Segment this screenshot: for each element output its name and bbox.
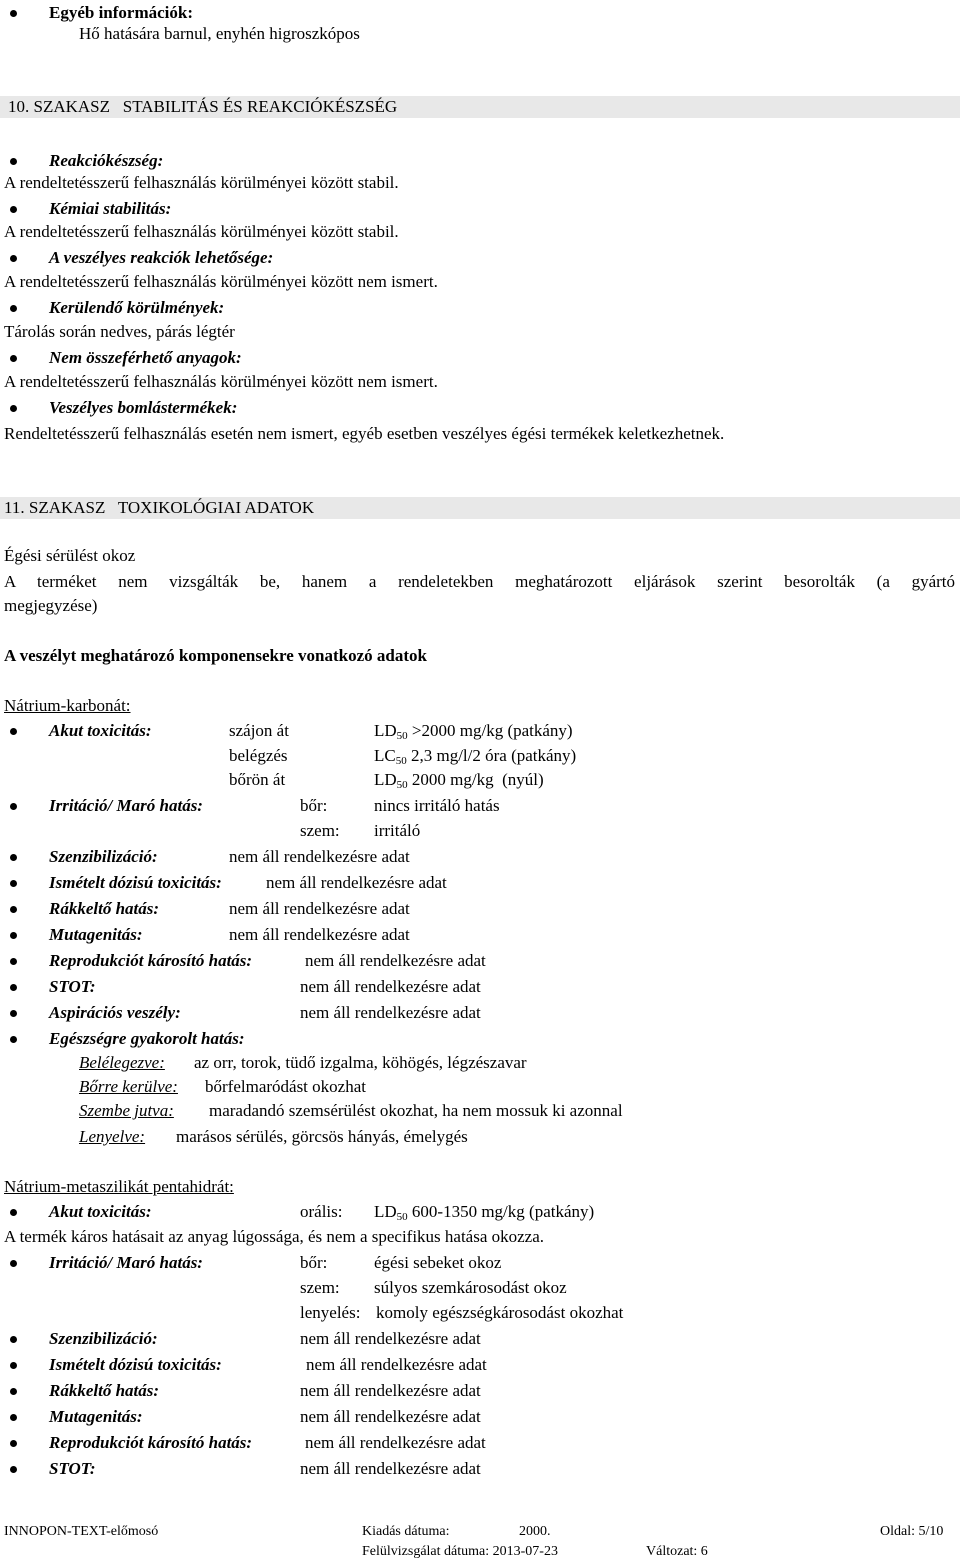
meta-row-value: nem áll rendelkezésre adat: [300, 1459, 481, 1478]
bullet: [10, 355, 17, 362]
bullet: [10, 958, 17, 965]
carb-acute-route: szájon át: [229, 721, 289, 740]
footer-product: INNOPON-TEXT-előmosó: [4, 1524, 159, 1539]
carb-row-label: Mutagenitás:: [49, 925, 143, 944]
section-11-title: 11. SZAKASZ TOXIKOLÓGIAI ADATOK: [4, 498, 315, 517]
carb-row-label: Aspirációs veszély:: [49, 1003, 181, 1022]
carb-irrit-value: nincs irritáló hatás: [374, 796, 500, 815]
meta-row-label: STOT:: [49, 1459, 96, 1478]
meta-note: A termék káros hatásait az anyag lúgossága, és nem a specifikus hatása okozza.: [4, 1227, 545, 1246]
meta-acute-route: orális:: [300, 1202, 343, 1221]
footer-review: Felülvizsgálat dátuma: 2013-07-23: [362, 1544, 558, 1559]
s10-label-hazardous-reactions: A veszélyes reakciók lehetősége:: [49, 248, 274, 267]
s10-text-incompatible: A rendeltetésszerű felhasználás körülményei között nem ismert.: [4, 372, 438, 391]
carb-health-value: maradandó szemsérülést okozhat, ha nem mossuk ki azonnal: [209, 1101, 623, 1120]
carb-health-value: az orr, torok, tüdő izgalma, köhögés, légzészavar: [194, 1053, 527, 1072]
meta-row-value: nem áll rendelkezésre adat: [300, 1407, 481, 1426]
footer-page: Oldal: 5/10: [880, 1524, 944, 1539]
carb-acute-route: bőrön át: [229, 770, 286, 789]
bullet: [10, 1362, 17, 1369]
carb-health-key: Bőrre kerülve:: [79, 1077, 178, 1096]
carb-row-value: nem áll rendelkezésre adat: [229, 899, 410, 918]
meta-irrit-value: égési sebeket okoz: [374, 1253, 502, 1272]
s11-intro-2b: megjegyzése): [4, 596, 98, 615]
misc-text: Hő hatására barnul, enyhén higroszkópos: [79, 24, 360, 43]
meta-row-label: Mutagenitás:: [49, 1407, 143, 1426]
s11-intro-1: Égési sérülést okoz: [4, 546, 136, 565]
carb-row-label: Rákkeltő hatás:: [49, 899, 160, 918]
carb-irrit-value: irritáló: [374, 821, 421, 840]
carb-health-key: Lenyelve:: [79, 1127, 146, 1146]
bullet: [10, 880, 17, 887]
bullet: [10, 1209, 17, 1216]
carb-acute-label: Akut toxicitás:: [49, 721, 152, 740]
carb-acute-route: belégzés: [229, 746, 288, 765]
bullet: [10, 1388, 17, 1395]
meta-row-label: Ismételt dózisú toxicitás:: [49, 1355, 222, 1374]
bullet: [10, 932, 17, 939]
meta-irrit-value: komoly egészségkárosodást okozhat: [376, 1303, 624, 1322]
bullet: [10, 255, 17, 262]
s10-text-reactivity: A rendeltetésszerű felhasználás körülményei között stabil.: [4, 173, 399, 192]
meta-acute-value: $LD_{50}$ 600-1350 mg/kg (patkány): [374, 1202, 595, 1223]
s10-text-hazardous-reactions: A rendeltetésszerű felhasználás körülményei között nem ismert.: [4, 272, 438, 291]
carb-irrit-key: bőr:: [300, 796, 328, 815]
bullet: [10, 906, 17, 913]
bullet: [10, 10, 17, 17]
carb-row-label: Ismételt dózisú toxicitás:: [49, 873, 222, 892]
footer-version: Változat: 6: [646, 1544, 708, 1559]
carb-row-value: nem áll rendelkezésre adat: [300, 977, 481, 996]
carb-row-label: STOT:: [49, 977, 96, 996]
bullet: [10, 803, 17, 810]
substance-name-carbonate: Nátrium-karbonát:: [4, 696, 131, 715]
bullet: [10, 854, 17, 861]
meta-row-label: Szenzibilizáció:: [49, 1329, 158, 1348]
meta-row-label: Rákkeltő hatás:: [49, 1381, 160, 1400]
meta-irrit-key: lenyelés:: [300, 1303, 361, 1322]
substance-name-metasilicate: Nátrium-metaszilikát pentahidrát:: [4, 1177, 234, 1196]
meta-acute-label: Akut toxicitás:: [49, 1202, 152, 1221]
meta-row-value: nem áll rendelkezésre adat: [306, 1355, 487, 1374]
bullet: [10, 1036, 17, 1043]
s11-intro-2a: A terméket nem vizsgálták be, hanem a rendeletekben meghatározott eljárások szerint besorolták (a gyártó: [4, 572, 955, 591]
carb-row-value: nem áll rendelkezésre adat: [305, 951, 486, 970]
bullet: [10, 728, 17, 735]
meta-irrit-label: Irritáció/ Maró hatás:: [49, 1253, 203, 1272]
carb-row-value: nem áll rendelkezésre adat: [229, 847, 410, 866]
bullet: [10, 1260, 17, 1267]
bullet: [10, 305, 17, 312]
bullet: [10, 1466, 17, 1473]
bullet: [10, 206, 17, 213]
meta-row-value: nem áll rendelkezésre adat: [300, 1381, 481, 1400]
carb-row-value: nem áll rendelkezésre adat: [229, 925, 410, 944]
bullet: [10, 158, 17, 165]
carb-row-value: nem áll rendelkezésre adat: [300, 1003, 481, 1022]
meta-row-value: nem áll rendelkezésre adat: [300, 1329, 481, 1348]
carb-health-key: Belélegezve:: [79, 1053, 165, 1072]
carb-irrit-label: Irritáció/ Maró hatás:: [49, 796, 203, 815]
carb-row-label: Szenzibilizáció:: [49, 847, 158, 866]
s10-text-chemical-stability: A rendeltetésszerű felhasználás körülményei között stabil.: [4, 222, 399, 241]
section-10-title: 10. SZAKASZ STABILITÁS ÉS REAKCIÓKÉSZSÉG: [8, 97, 398, 116]
footer-issue-value: 2000.: [519, 1524, 551, 1539]
s10-label-incompatible: Nem összeférhető anyagok:: [49, 348, 242, 367]
bullet: [10, 1414, 17, 1421]
s10-label-decomposition: Veszélyes bomlástermékek:: [49, 398, 238, 417]
carb-acute-value: $LC_{50}$ 2,3 mg/l/2 óra (patkány): [374, 746, 577, 767]
carb-acute-value: $LD_{50} >2000$ mg/kg (patkány): [374, 721, 573, 742]
s10-label-conditions-avoid: Kerülendő körülmények:: [49, 298, 225, 317]
carb-health-key: Szembe jutva:: [79, 1101, 174, 1120]
s10-text-conditions-avoid: Tárolás során nedves, párás légtér: [4, 322, 235, 341]
meta-row-value: nem áll rendelkezésre adat: [305, 1433, 486, 1452]
bullet: [10, 1010, 17, 1017]
carb-irrit-key: szem:: [300, 821, 340, 840]
meta-irrit-key: szem:: [300, 1278, 340, 1297]
s10-label-chemical-stability: Kémiai stabilitás:: [49, 199, 172, 218]
bullet: [10, 984, 17, 991]
s10-text-decomposition: Rendeltetésszerű felhasználás esetén nem ismert, egyéb esetben veszélyes égési termékek keletkezhetnek.: [4, 424, 725, 443]
carb-row-label: Reprodukciót károsító hatás:: [49, 951, 253, 970]
bullet: [10, 1440, 17, 1447]
components-heading: A veszélyt meghatározó komponensekre vonatkozó adatok: [4, 646, 427, 665]
carb-acute-value: $LD_{50}$ 2000 mg/kg (nyúl): [374, 770, 544, 791]
carb-health-value: marásos sérülés, görcsös hányás, émelygés: [176, 1127, 468, 1146]
footer-issue-label: Kiadás dátuma:: [362, 1524, 450, 1539]
carb-row-value: nem áll rendelkezésre adat: [266, 873, 447, 892]
bullet: [10, 1336, 17, 1343]
meta-irrit-value: súlyos szemkárosodást okoz: [374, 1278, 567, 1297]
meta-irrit-key: bőr:: [300, 1253, 328, 1272]
carb-health-value: bőrfelmaródást okozhat: [205, 1077, 366, 1096]
bullet: [10, 405, 17, 412]
s10-label-reactivity: Reakciókészség:: [49, 151, 164, 170]
meta-row-label: Reprodukciót károsító hatás:: [49, 1433, 253, 1452]
carb-health-label: Egészségre gyakorolt hatás:: [49, 1029, 245, 1048]
misc-heading: Egyéb információk:: [49, 3, 194, 22]
